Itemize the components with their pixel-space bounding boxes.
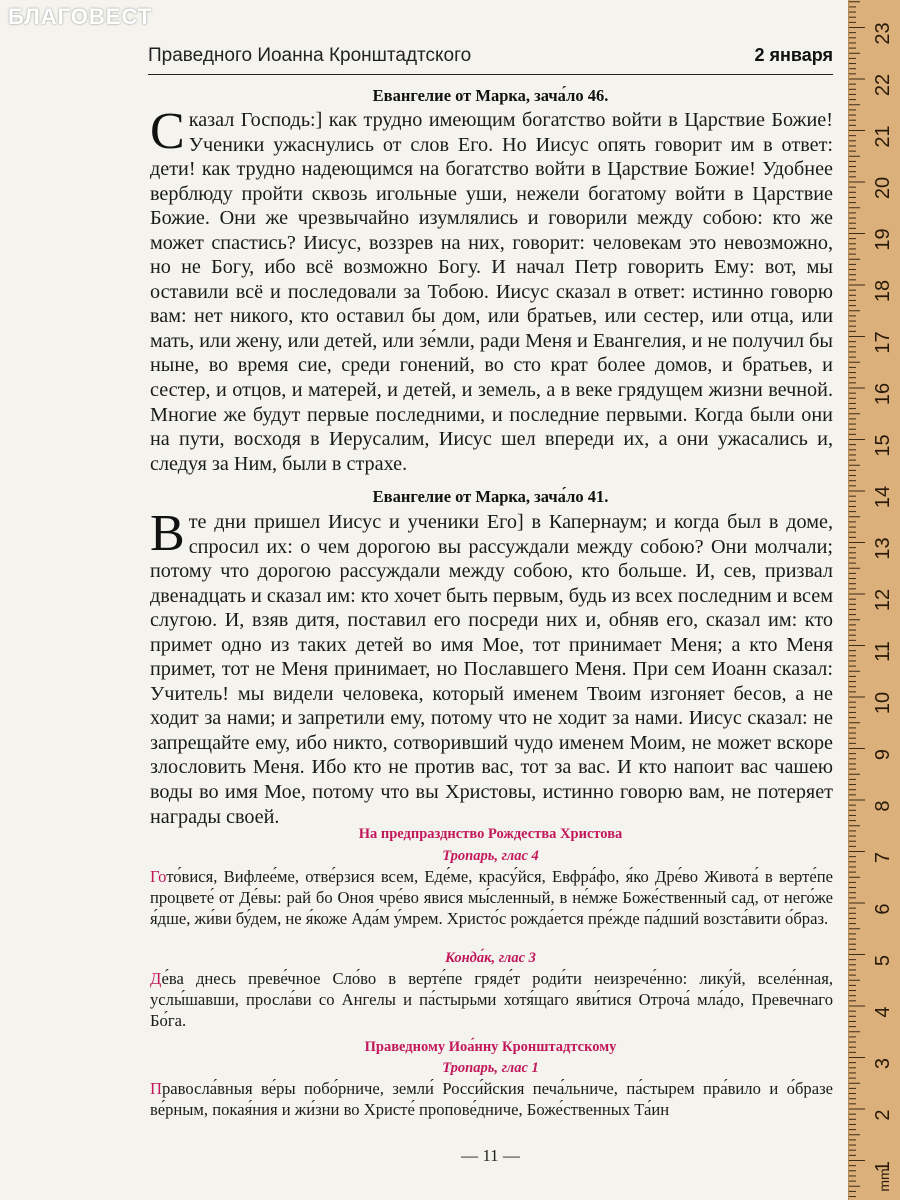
running-title: Праведного Иоанна Кронштадтского bbox=[148, 45, 472, 66]
ruler-number: 22 bbox=[872, 73, 894, 97]
drop-cap: В bbox=[150, 505, 185, 562]
ruler-number: 4 bbox=[872, 1006, 894, 1018]
ruler-number: 10 bbox=[872, 691, 894, 715]
ruler-number: 12 bbox=[872, 588, 894, 612]
ruler-number: 3 bbox=[872, 1057, 894, 1070]
ruler-number: 9 bbox=[872, 748, 894, 761]
ruler-number: 18 bbox=[872, 279, 894, 303]
ruler-number: 13 bbox=[872, 537, 894, 560]
ruler-number: 5 bbox=[872, 954, 894, 967]
forefeast-troparion-label: Тропарь, глас 4 bbox=[442, 848, 539, 864]
ruler-number: 17 bbox=[872, 331, 894, 354]
page-number: — 11 — bbox=[461, 1146, 520, 1165]
ruler-number: 20 bbox=[872, 176, 894, 200]
john-heading: Праведному Иоа́нну Кронштадтскому bbox=[364, 1039, 617, 1055]
gospel-2-text bbox=[150, 505, 833, 829]
forefeast-heading: На предпразднство Рождества Христова bbox=[358, 826, 623, 842]
ruler-number: 7 bbox=[872, 851, 894, 864]
ruler-number: 16 bbox=[872, 382, 894, 406]
ruler-number: 11 bbox=[872, 641, 894, 662]
drop-cap: С bbox=[150, 103, 185, 160]
ruler-number: 23 bbox=[872, 22, 894, 45]
ruler-unit-label: mm bbox=[876, 1168, 892, 1192]
john-troparion-text: равосла́вныя ве́ры побо́рниче, земли́ Росси́йския печа́льниче, па́стырем пра́вило и о́бразе ве́рным, покая́ния и жи́зни во Христе́ пропове́дниче, Боже́ственных Та́ин bbox=[150, 1079, 833, 1120]
page-header bbox=[148, 40, 833, 75]
ruler-number: 21 bbox=[872, 125, 894, 148]
forefeast-kontakion-label: Конда́к, глас 3 bbox=[445, 950, 536, 966]
gospel-1-text bbox=[150, 103, 833, 476]
ruler-number: 1 bbox=[872, 1160, 894, 1173]
ruler-number: 2 bbox=[872, 1109, 894, 1121]
ruler-number: 15 bbox=[872, 434, 894, 457]
ruler-scale bbox=[849, 0, 900, 1200]
forefeast-kontakion-text: е́ва днесь преве́чное Сло́во в верте́пе гряде́т роди́ти неизрече́нно: лику́й, вселе́нная, услы́шавши, просла́ви со Ангелы и па́стырьми хотя́щаго яви́тися Отроча́ мла́до, Превечнаго Бо́га. bbox=[150, 969, 833, 1031]
header-date: 2 января bbox=[754, 45, 833, 65]
ruler-number: 19 bbox=[872, 228, 894, 251]
red-initial: Д bbox=[150, 969, 162, 988]
ruler-number: 6 bbox=[872, 903, 894, 915]
forefeast-troparion-text: то́вися, Вифлее́ме, отве́рзися всем, Еде́ме, красу́йся, Евфра́фо, я́ко Дре́во Живота́ в верте́пе процвете́ от Де́вы: рай бо Оноя чре́во явися мы́сленный, в не́мже Боже́ственный сад, от него́же я́дше, жи́ви бу́дем, не я́коже Ада́м у́мрем. Христо́с рожда́ется пре́жде па́дший возста́вити о́браз. bbox=[150, 867, 833, 929]
red-initial: Го bbox=[150, 867, 167, 886]
gospel-2-heading: Евангелие от Марка, зача́ло 41. bbox=[372, 487, 609, 506]
gospel-2-body: те дни пришел Иисус и ученики Его] в Капернаум; и когда был в доме, спросил их: о чем дорогою вы рассуждали между собою? Они молчали; потому что дорогою рассуждали между собою, кто больше. И, сев, призвал двенадцать и сказал им: кто хочет быть первым, будь из всех последним и всем слугою. И, взяв дитя, поставил его посреди них и, обняв его, сказал им: кто примет одно из таких детей во имя Мое, тот принимает Меня; а кто Меня примет, тот не Меня принимает, но Пославшего Меня. При сем Иоанн сказал: Учитель! мы видели человека, который именем Твоим изгоняет бесов, а не ходит за нами; и запретили ему, потому что не ходит за нами. Иисус сказал: не запрещайте ему, ибо никто, сотворивший чудо именем Моим, не может вскоре злословить Меня. Ибо кто не против вас, тот за вас. И кто напоит вас чашею воды во имя Мое, потому что вы Христовы, истинно говорю вам, не потеряет награды своей. bbox=[150, 511, 833, 828]
measuring-ruler bbox=[848, 0, 900, 1200]
red-initial: П bbox=[150, 1079, 162, 1098]
ruler-number: 8 bbox=[872, 800, 894, 812]
forefeast-troparion bbox=[150, 866, 833, 930]
john-troparion bbox=[150, 1078, 833, 1120]
john-troparion-label: Тропарь, глас 1 bbox=[442, 1060, 539, 1076]
gospel-1-body: казал Господь:] как трудно имеющим богатство войти в Царствие Божие! Ученики ужаснулись от слов Его. Но Иисус опять говорит им в ответ: дети! как трудно надеющимся на богатство войти в Царствие Божие! Удобнее верблюду пройти сквозь игольные уши, нежели богатому войти в Царствие Божие. Они же чрезвычайно изумлялись и говорили между собою: кто же может спастись? Иисус, воззрев на них, говорит: человекам это невозможно, но не Богу, ибо всё возможно Богу. И начал Петр говорить Ему: вот, мы оставили всё и последовали за Тобою. Иисус сказал в ответ: истинно говорю вам: нет никого, кто оставил бы дом, или братьев, или сестер, или отца, или мать, или жену, или детей, или зе́мли, ради Меня и Евангелия, и не получил бы ныне, во время сие, среди гонений, во сто крат более домов, и братьев, и сестер, и отцов, и матерей, и детей, и земель, а в веке грядущем жизни вечной. Многие же будут первые последними, и последние первыми. Когда были они на пути, восходя в Иерусалим, Иисус шел впереди их, а они ужасались и, следуя за Ним, были в страхе. bbox=[150, 109, 833, 475]
forefeast-kontakion bbox=[150, 968, 833, 1032]
gospel-1-heading: Евангелие от Марка, зача́ло 46. bbox=[372, 86, 609, 105]
ruler-number: 14 bbox=[872, 485, 894, 509]
watermark: БЛАГОВЕСТ bbox=[8, 4, 153, 29]
